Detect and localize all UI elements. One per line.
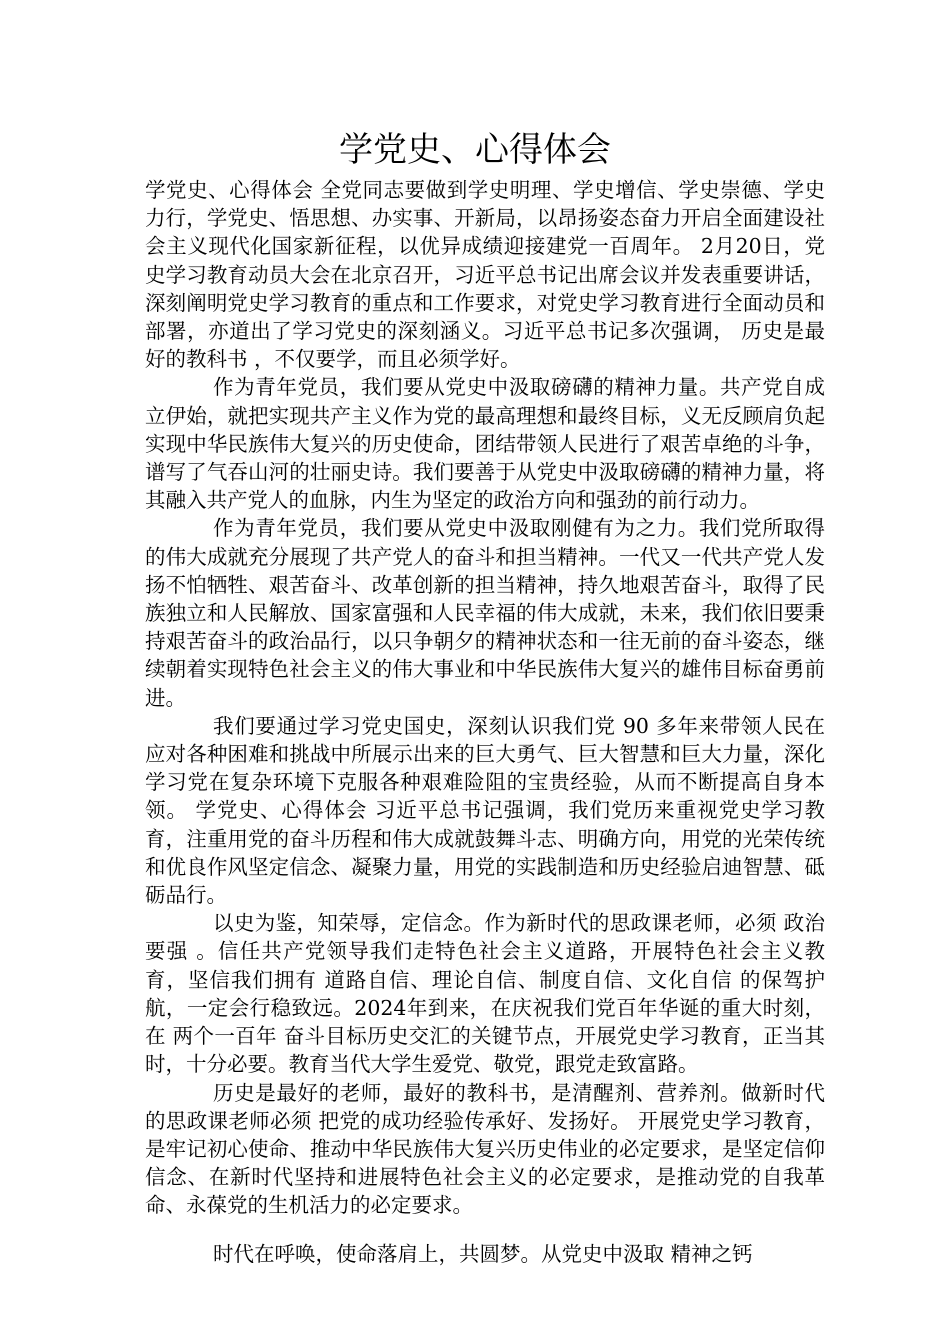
paragraph-history-as-mirror: 以史为鉴，知荣辱，定信念。作为新时代的思政课老师，必须 政治要强 。信任共产党领导我们走特色社会主义道路，开展特色社会主义教育，坚信我们拥有 道路自信、理论自信、制度自信、文化自信 的保驾护航，一定会行稳致远。2024年到来，在庆祝我们党百年华诞的重大时刻，在 两个一百年 奋斗目标历史交汇的关键节点，开展党史学习教育，正当其时，十分必要。教育当代大学生爱党、敬党，跟党走致富路。	[145, 911, 825, 1077]
paragraph-best-teacher: 历史是最好的老师，最好的教科书，是清醒剂、营养剂。做新时代的思政课老师必须 把党的成功经验传承好、发扬好。 开展党史学习教育，是牢记初心使命、推动中华民族伟大复兴历史伟业的必定要求，是坚定信仰信念、在新时代坚持和进展特色社会主义的必定要求，是推动党的自我革命、永葆党的生机活力的必定要求。	[145, 1080, 825, 1218]
paragraph-intro: 学党史、心得体会 全党同志要做到学史明理、学史增信、学史崇德、学史力行，学党史、悟思想、办实事、开新局，以昂扬姿态奋力开启全面建设社会主义现代化国家新征程，以优异成绩迎接建党一百周年。 2月20日，党史学习教育动员大会在北京召开，习近平总书记出席会议并发表重要讲话，深刻阐明党史学习教育的重点和工作要求，对党史学习教育进行全面动员和部署，亦道出了学习党史的深刻涵义。习近平总书记多次强调， 历史是最好的教科书 ，不仅要学，而且必须学好。	[145, 178, 825, 372]
paragraph-party-history-study: 我们要通过学习党史国史，深刻认识我们党 90 多年来带领人民在应对各种困难和挑战中所展示出来的巨大勇气、巨大智慧和巨大力量，深化学习党在复杂环境下克服各种艰难险阻的宝贵经验，从而不断提高自身本领。 学党史、心得体会 习近平总书记强调，我们党历来重视党史学习教育，注重用党的奋斗历程和伟大成就鼓舞斗志、明确方向，用党的光荣传统和优良作风坚定信念、凝聚力量，用党的实践制造和历史经验启迪智慧、砥砺品行。	[145, 713, 825, 908]
paragraph-call-of-the-times: 时代在呼唤，使命落肩上，共圆梦。从党史中汲取 精神之钙	[213, 1241, 753, 1266]
paragraph-spiritual-strength: 作为青年党员，我们要从党史中汲取磅礴的精神力量。共产党自成立伊始，就把实现共产主义作为党的最高理想和最终目标，义无反顾肩负起实现中华民族伟大复兴的历史使命，团结带领人民进行了艰苦卓绝的斗争，谱写了气吞山河的壮丽史诗。我们要善于从党史中汲取磅礴的精神力量，将其融入共产党人的血脉，内生为坚定的政治方向和强劲的前行动力。	[145, 375, 825, 513]
document-title: 学党史、心得体会	[339, 130, 611, 170]
paragraph-vigor: 作为青年党员，我们要从党史中汲取刚健有为之力。我们党所取得的伟大成就充分展现了共产党人的奋斗和担当精神。一代又一代共产党人发扬不怕牺牲、艰苦奋斗、改革创新的担当精神，持久地艰苦奋斗，取得了民族独立和人民解放、国家富强和人民幸福的伟大成就，未来，我们依旧要秉持艰苦奋斗的政治品行，以只争朝夕的精神状态和一往无前的奋斗姿态，继续朝着实现特色社会主义的伟大事业和中华民族伟大复兴的雄伟目标奋勇前进。	[145, 516, 825, 710]
document-body	[145, 176, 825, 1268]
